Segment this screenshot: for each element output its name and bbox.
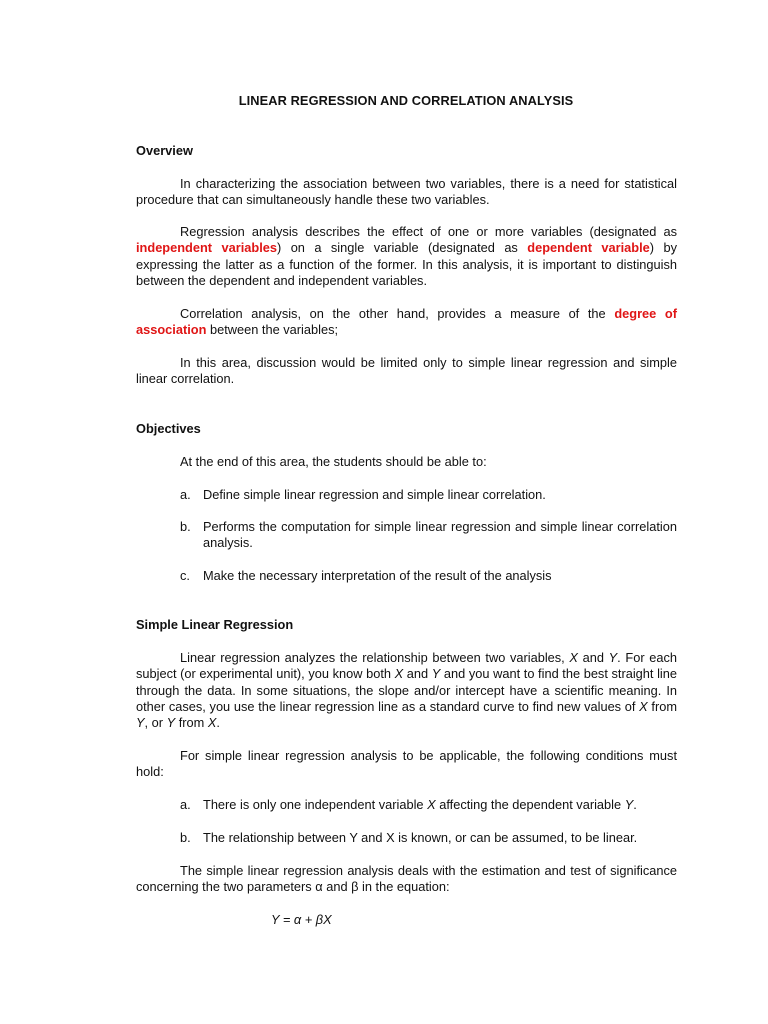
- slr-paragraph-3: The simple linear regression analysis deals with the estimation and test of significance concerning the two parameters α and β in the equation:: [136, 863, 677, 895]
- variable-y: Y: [166, 715, 176, 731]
- variable-y: Y: [136, 715, 145, 731]
- list-item-text: The relationship between Y and X is known, or can be assumed, to be linear.: [203, 830, 638, 845]
- text-run: and: [577, 650, 609, 665]
- text-run: and you want to find the best straight line through the data. In some situations, the slope and/or intercept have a scientific meaning. In other cases, you use the linear regression line as a standard curve to find new values of: [136, 666, 678, 714]
- text-run: affecting the dependent variable: [435, 797, 625, 812]
- overview-paragraph-3: [136, 306, 677, 339]
- variable-x: X: [569, 650, 578, 665]
- variable-y: Y: [624, 797, 634, 812]
- list-marker: b.: [180, 519, 191, 534]
- regression-equation: Y = α + βX: [271, 912, 332, 927]
- text-run: There is only one independent variable: [203, 797, 428, 812]
- list-item-text: [203, 797, 677, 813]
- text-run: ) on a single variable (designated as: [277, 240, 528, 256]
- list-marker: a.: [180, 797, 191, 812]
- text-run: Linear regression analyzes the relationship between two variables,: [180, 650, 570, 665]
- variable-x: X: [394, 666, 404, 682]
- condition-item: [180, 830, 677, 846]
- objective-item: [180, 487, 677, 503]
- list-item-text: Performs the computation for simple linear regression and simple linear correlation analysis.: [203, 519, 677, 551]
- variable-y: Y: [431, 666, 441, 682]
- variable-x: X: [427, 797, 436, 812]
- simple-linear-regression-heading: Simple Linear Regression: [136, 617, 294, 632]
- text-run: .: [216, 715, 220, 731]
- slr-paragraph-1: [136, 650, 677, 731]
- independent-variables-highlight: independent variables: [136, 240, 277, 256]
- text-run: Regression analysis describes the effect of one or more variables (designated as: [180, 224, 677, 239]
- condition-item: [180, 797, 677, 813]
- overview-heading: Overview: [136, 143, 193, 158]
- text-run: ) by expressing the latter as a function of the former. In this analysis, it is important to distinguish between the dependent and independent variables.: [136, 240, 677, 288]
- list-item-text: Make the necessary interpretation of the result of the analysis: [203, 568, 552, 583]
- overview-paragraph-1: In characterizing the association between two variables, there is a need for statistical procedure that can simultaneously handle these two variables.: [136, 176, 677, 208]
- list-marker: c.: [180, 568, 190, 583]
- dependent-variable-highlight: dependent variable: [527, 240, 650, 256]
- overview-paragraph-2: [136, 224, 677, 289]
- text-run: and: [403, 666, 432, 682]
- list-item-text: Define simple linear regression and simple linear correlation.: [203, 487, 546, 502]
- list-marker: a.: [180, 487, 191, 502]
- objective-item: [180, 568, 677, 584]
- text-run: between the variables;: [206, 322, 339, 338]
- document-title: LINEAR REGRESSION AND CORRELATION ANALYSIS: [238, 93, 574, 108]
- objective-item: [180, 519, 677, 552]
- text-run: from: [647, 698, 677, 714]
- objectives-heading: Objectives: [136, 421, 201, 436]
- variable-x: X: [639, 698, 648, 714]
- text-run: Correlation analysis, on the other hand, provides a measure of the: [180, 306, 615, 321]
- overview-paragraph-4: In this area, discussion would be limited only to simple linear regression and simple linear correlation.: [136, 355, 677, 387]
- text-run: . For each subject (or experimental unit), you know both: [136, 650, 677, 682]
- slr-paragraph-2: For simple linear regression analysis to be applicable, the following conditions must hold:: [136, 748, 677, 780]
- text-run: from: [175, 715, 208, 731]
- list-marker: b.: [180, 830, 191, 845]
- degree-of-association-highlight: degree of association: [136, 306, 677, 338]
- text-run: .: [633, 797, 637, 812]
- variable-x: X: [207, 715, 217, 731]
- objectives-intro: At the end of this area, the students should be able to:: [180, 454, 487, 469]
- text-run: , or: [144, 715, 167, 731]
- variable-y: Y: [608, 650, 618, 665]
